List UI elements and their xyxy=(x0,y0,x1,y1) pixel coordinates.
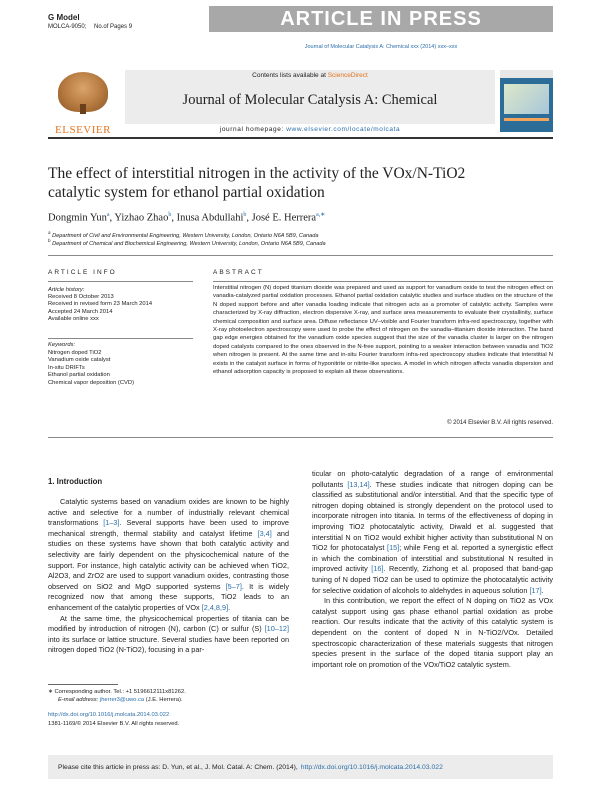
journal-citation-link[interactable]: Journal of Molecular Catalysis A: Chemical xxx (2014) xxx–xxx xyxy=(304,44,458,50)
keywords-rule xyxy=(48,338,193,339)
citation-link[interactable]: [3,4] xyxy=(257,528,272,538)
manuscript-line xyxy=(48,24,132,30)
author-affiliation-mark: a xyxy=(106,212,110,218)
page-count: No.of Pages 9 xyxy=(94,24,133,30)
affiliation-rule xyxy=(48,255,553,256)
affiliation-mark: b xyxy=(48,238,51,243)
contents-prefix: Contents lists available at xyxy=(252,72,326,79)
abstract-copyright: © 2014 Elsevier B.V. All rights reserved. xyxy=(447,420,553,426)
cite-prefix: Please cite this article in press as: D. Yun, et al., J. Mol. Catal. A: Chem. (2014), xyxy=(58,763,298,771)
section-heading: 1. Introduction xyxy=(48,477,103,486)
keywords-label: Keywords: xyxy=(48,342,76,348)
body-text: Catalytic systems based on vanadium oxides are known to be highly active and selective for a number of industrially relevant chemical transformations xyxy=(48,497,289,528)
history-item: Received in revised form 23 March 2014 xyxy=(48,301,153,308)
doi-link[interactable] xyxy=(48,712,169,718)
doi-text[interactable]: http://dx.doi.org/10.1016/j.molcata.2014.03.022 xyxy=(48,712,170,718)
author-affiliation-mark: b xyxy=(243,212,247,218)
body-text: ticular on photo-catalytic degradation of a range of environmental pollutants xyxy=(312,469,553,489)
cite-this-article-box xyxy=(48,755,553,779)
body-text: At the same time, the physicochemical properties of titania can be modified by introduction of nitrogen (N), carbon (C) or sulfur (S) xyxy=(48,613,289,634)
citation-link[interactable]: [16] xyxy=(371,564,384,574)
homepage-label: journal homepage: xyxy=(219,126,284,133)
abstract-heading: ABSTRACT xyxy=(213,269,264,276)
affiliation xyxy=(48,238,326,247)
affiliation-text: Department of Civil and Environmental Engineering, Western University, London, Ontario N6A 5B9, Canada xyxy=(52,232,319,239)
body-text: . Several supports have been used to improve mechanical strength, thermal stability and catalyst lifetime xyxy=(48,518,289,538)
keyword-item: Vanadium oxide catalyst xyxy=(48,357,111,364)
article-info-heading: ARTICLE INFO xyxy=(48,269,117,276)
issn-line: 1381-1169/© 2014 Elsevier B.V. All rights reserved. xyxy=(48,721,180,727)
article-title-line-1: The effect of interstitial nitrogen in the activity of the VOx/N-TiO2 xyxy=(48,165,466,182)
citation-link[interactable]: [17] xyxy=(529,585,542,595)
body-text: . xyxy=(228,602,231,612)
abstract-rule xyxy=(213,281,553,282)
author-affiliation-mark: b xyxy=(168,212,172,218)
body-column-right xyxy=(312,469,553,670)
keywords xyxy=(48,342,193,388)
journal-homepage xyxy=(125,126,495,133)
citation-link[interactable]: [2,4,8,9] xyxy=(201,602,229,612)
keyword-item: Chemical vapor deposition (CVD) xyxy=(48,379,135,386)
abstract-text: Interstitial nitrogen (N) doped titanium dioxide was prepared and used as support for vanadium oxide to test the nitrogen effect on vanadia-catalyzed partial oxidation processes. Ethanol partial oxidation catalytic studies and surface studies on the structure of the N doped support before and after vanadia loading indicate that nitrogen acts as a promoter of catalytic activity. Samples were characterized by X-ray diffraction, electron dispersive X-ray, and surface area measurements to evaluate their crystallinity, surface chemical composition and surface area. Diffuse reflectance UV–visible and Fourier transform infra-red spectroscopy, together with X-ray photoelectron spectroscopy were used to probe the effect of nitrogen on the vanadia–titanium dioxide interaction. The band gap edge energies obtained for the vanadium oxide species suggest that the size of the vanadia cluster is larger on the nitrogen doped catalysts compared to the ones observed in the N-free support, pointing to a weaker interaction between vanadia and TiO2 when nitrogen is present. At the same time and in-situ Fourier transform infra-red spectroscopy studies indicate that interstitial N exists in the catalyst surface in forms of hyponitrite or nitrite-like species. A model in which nitrogen affects vanadia dispersion and ethanol adsorption capacity is proposed to explain all these observations. xyxy=(213,285,553,376)
homepage-link[interactable]: www.elsevier.com/locate/molcata xyxy=(286,126,401,133)
email-note xyxy=(58,697,182,703)
citation-link[interactable]: [1–3] xyxy=(103,518,120,528)
author-name[interactable]: Yizhao Zhao xyxy=(114,212,169,224)
manuscript-id: MOLCA-9050; xyxy=(48,24,87,30)
affiliation-mark: a xyxy=(48,230,51,235)
paragraph xyxy=(48,614,289,656)
body-text: . It is widely recognized now that among these supports, TiO2 leads to an enhancement of the catalytic properties of VOx xyxy=(48,581,289,612)
article-title xyxy=(48,164,528,202)
footnote-rule xyxy=(48,684,118,685)
body-text: ; while Feng et al. reported a synergistic effect in which the combination of interstitial and substitutional N resulted in improved activity xyxy=(312,543,554,574)
abstract-end-rule xyxy=(48,437,553,438)
contents-line xyxy=(125,72,495,79)
author-name[interactable]: Dongmin Yun xyxy=(48,212,107,224)
paragraph xyxy=(312,469,553,596)
sciencedirect-link[interactable]: ScienceDirect xyxy=(327,72,368,79)
author-list: Dongmin Yun$^a$, Yizhao Zhao$^b$, Inusa Abdullahi$^b$, José E. Herrera$^{a,∗}$ xyxy=(48,212,326,224)
body-text: . These studies indicate that nitrogen doping can be classified as substitutional and/or interstitial. And that the specific type of nitrogen doping obtained is strongly dependent on the protocol used to incorporate nitrogen into titania. In terms of the effectiveness of doping in improving TiO2 photocatalytic activity, Diwald et al. suggested that interstitial N on TiO2 would exhibit higher activity than substitutional N on TiO2 for photocatalyst xyxy=(312,479,553,553)
body-column-left xyxy=(48,497,289,656)
body-text: into its surface or lattice structure. Several studies have been reported on nitrogen doped TiO2 (N-TiO2), focusing in a par- xyxy=(48,634,289,655)
cite-doi-link[interactable]: http://dx.doi.org/10.1016/j.molcata.2014.03.022 xyxy=(300,763,443,771)
keyword-item: Ethanol partial oxidation xyxy=(48,372,110,379)
paragraph xyxy=(48,497,289,614)
article-title-line-2: catalytic system for ethanol partial oxidation xyxy=(48,184,325,201)
elsevier-tree-logo xyxy=(48,68,118,128)
author-name[interactable]: José E. Herrera xyxy=(251,212,317,224)
email-label: E-mail address: xyxy=(58,697,99,703)
keyword-item: Nitrogen doped TiO2 xyxy=(48,349,102,356)
author-affiliation-mark: a,∗ xyxy=(316,212,326,218)
header-rule xyxy=(48,137,553,139)
history-item: Received 8 October 2013 xyxy=(48,294,114,301)
history-item: Accepted 24 March 2014 xyxy=(48,308,113,315)
body-text: and studies on these systems have shown that both catalytic activity and selectivity are fairly dependent on the physicochemical nature of the support. For instance, high catalytic activity can be achieved when TiO2, Al2O3, and ZrO2 are used to support vanadium oxides, contrasting those observed on SiO2 and MgO supported systems xyxy=(48,528,290,591)
paragraph: In this contribution, we report the effect of N doping on TiO2 as VOx catalyst support using gas phase ethanol partial oxidation as probe reaction. Our results indicate that the activity of this catalytic system is dependent on the content of doped N in N-TiO2/VOx. Detailed spectroscopic characterization of these materials suggests that nitrogen species present in the surface of the doped titania support play an important role on promotion of the VOx/TiO2 catalytic system. xyxy=(312,596,553,669)
history-item: Available online xxx xyxy=(48,315,99,322)
citation-link[interactable]: [15] xyxy=(387,543,400,553)
citation-link[interactable]: [13,14] xyxy=(347,479,370,489)
article-history xyxy=(48,287,193,323)
email-link[interactable]: jherrer3@uwo.ca xyxy=(99,697,145,703)
body-text: . xyxy=(541,585,544,595)
citation-link[interactable]: [10–12] xyxy=(264,624,289,634)
history-label: Article history: xyxy=(48,287,85,293)
publisher-name: ELSEVIER xyxy=(55,124,111,136)
gmodel-label: G Model xyxy=(48,13,80,22)
author-name[interactable]: Inusa Abdullahi xyxy=(176,212,244,224)
article-in-press-banner: ARTICLE IN PRESS xyxy=(209,6,553,32)
keyword-item: In-situ DRIFTs xyxy=(48,364,85,371)
article-info-rule xyxy=(48,281,193,282)
body-text: . Recently, Zizhong et al. proposed that band-gap tuning of N doped TiO2 can be used to optimize the photocatalytic activity for selective oxidation of alcohols to aldehydes in aqueous solution xyxy=(312,564,553,595)
citation-link[interactable]: [5–7] xyxy=(225,581,242,591)
email-suffix: (J.E. Herrera). xyxy=(145,697,183,703)
affiliation-text: Department of Chemical and Biochemical Engineering, Western University, London, Ontario N6A 5B9, Canada xyxy=(52,240,326,247)
corresponding-author-note: ∗ Corresponding author. Tel.: +1 5196612111x81262. xyxy=(48,689,186,695)
journal-title: Journal of Molecular Catalysis A: Chemical xyxy=(182,92,438,108)
journal-cover-thumbnail xyxy=(500,70,553,132)
